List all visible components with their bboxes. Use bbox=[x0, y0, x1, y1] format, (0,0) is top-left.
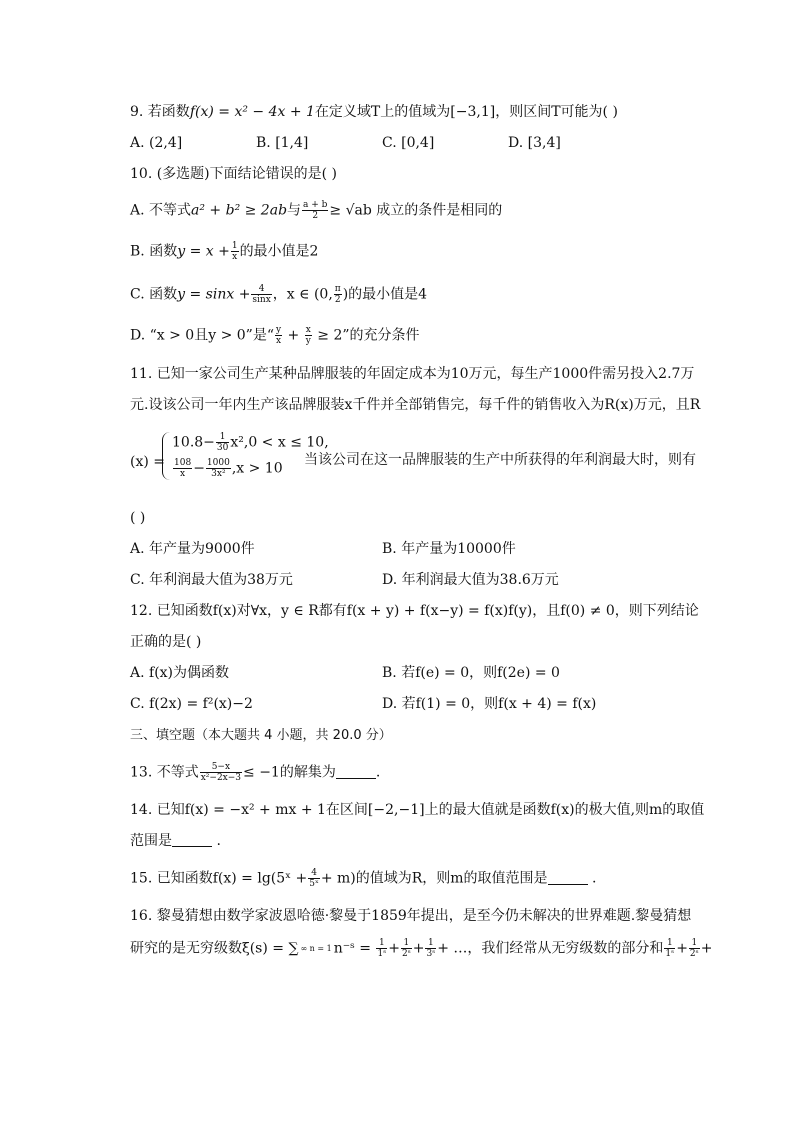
q12-stem-line1: 12. 已知函数f(x)对∀x，y ∈ R都有f(x + y) + f(x−y) = f(x)f(y)，且f(0) ≠ 0，则下列结论 bbox=[130, 603, 699, 619]
fraction: $\frac{1}{x}$ bbox=[231, 241, 238, 262]
fraction: $\frac{4}{\text{5ˣ}}$ bbox=[309, 868, 319, 889]
fraction: $\frac{1}{\text{2ˢ}}$ bbox=[401, 938, 411, 959]
q10-option-d: D. “x > 0且y > 0”是“ $\frac{y}{x}$ + $\frac{x}{y}$ ≥ 2”的充分条件 bbox=[130, 325, 420, 346]
q13-stem: 13. 不等式 $\frac{5-x}{\text{x²−2x−3}}$ ≤ −1的解集为 . bbox=[130, 762, 381, 783]
fraction: $\frac{a + b}{2}$ bbox=[303, 200, 328, 221]
q16-stem-line2: 研究的是无穷级数ξ(s) = ∑ ∞ n = 1 n⁻ˢ = $\frac{1}{\text{1ˢ}}$ + $\frac{1}{\text{2ˢ}}$ + $\frac{1}{\text{3ˢ}}$ + …，我们经常从无穷级数的部分和 $\frac{1}{\text{1ˢ}}$ + $\frac{1}{\text{2ˢ}}$ + bbox=[130, 938, 713, 959]
q11-piecewise-lhs: (x) = bbox=[130, 454, 165, 470]
q11-option-c: C. 年利润最大值为38万元 bbox=[130, 572, 293, 588]
fraction: $\frac{1}{\text{3ˢ}}$ bbox=[426, 938, 436, 959]
answer-blank[interactable] bbox=[548, 870, 588, 885]
q11-option-a: A. 年产量为9000件 bbox=[130, 541, 255, 557]
q15-stem: 15. 已知函数f(x) = lg(5ˣ + $\frac{4}{\text{5ˣ}}$ + m)的值域为R，则m的取值范围是 . bbox=[130, 868, 597, 889]
fraction: $\frac{108}{x}$ bbox=[174, 458, 192, 479]
fraction: $\frac{1}{\text{2ˢ}}$ bbox=[689, 938, 699, 959]
q14-stem-line2: 范围是 . bbox=[130, 833, 221, 849]
q11-case1: 10.8− $\frac{1}{30}$ x²,0 < x ≤ 10, bbox=[172, 432, 329, 453]
q12-option-c: C. f(2x) = f²(x)−2 bbox=[130, 696, 253, 712]
q11-stem-line2: 元.设该公司一年内生产该品牌服装x千件并全部销售完，每千件的销售收入为R(x)万元，且R bbox=[130, 397, 701, 413]
fraction: $\frac{4}{\sin x}$ bbox=[252, 284, 271, 305]
q12-stem-line2: 正确的是( ) bbox=[130, 634, 202, 650]
q11-case2: $\frac{108}{x}$ − $\frac{1000}{\text{3x²}}$ ,x > 10 bbox=[174, 458, 283, 479]
q16-stem-line1: 16. 黎曼猜想由数学家波恩哈德·黎曼于1859年提出，是至今仍未解决的世界难题.黎曼猜想 bbox=[130, 908, 692, 924]
fraction: $\frac{\pi}{2}$ bbox=[334, 284, 341, 305]
fraction: $\frac{y}{x}$ bbox=[275, 325, 282, 346]
q10-option-c: C. 函数y = sinx + $\frac{4}{\sin x}$ ，x ∈ (0, $\frac{\pi}{2}$ )的最小值是4 bbox=[130, 284, 428, 305]
q10-option-a: A. 不等式a² + b² ≥ 2ab与 $\frac{a + b}{2}$ ≥ √ab 成立的条件是相同的 bbox=[130, 200, 503, 221]
q11-stem-tail: 当该公司在这一品牌服装的生产中所获得的年利润最大时，则有 bbox=[304, 452, 696, 468]
q9-option-c: C. [0,4] bbox=[382, 135, 435, 151]
answer-blank[interactable] bbox=[336, 764, 376, 779]
q11-stem-line1: 11. 已知一家公司生产某种品牌服装的年固定成本为10万元，每生产1000件需另投入2.7万 bbox=[130, 366, 695, 382]
q12-option-b: B. 若f(e) = 0，则f(2e) = 0 bbox=[382, 665, 560, 681]
fraction: $\frac{1}{\text{1ˢ}}$ bbox=[665, 938, 675, 959]
q11-answer-paren: ( ) bbox=[130, 510, 146, 526]
q9-option-a: A. (2,4] bbox=[130, 135, 183, 151]
fraction: $\frac{1}{\text{1ˢ}}$ bbox=[377, 938, 387, 959]
fraction: $\frac{x}{y}$ bbox=[305, 325, 311, 346]
q12-option-d: D. 若f(1) = 0，则f(x + 4) = f(x) bbox=[382, 696, 597, 712]
q12-option-a: A. f(x)为偶函数 bbox=[130, 665, 230, 681]
answer-blank[interactable] bbox=[172, 832, 212, 847]
q10-option-b: B. 函数y = x + $\frac{1}{x}$ 的最小值是2 bbox=[130, 241, 319, 262]
fraction: $\frac{1000}{\text{3x²}}$ bbox=[206, 458, 230, 479]
q11-option-b: B. 年产量为10000件 bbox=[382, 541, 516, 557]
fraction: $\frac{5-x}{\text{x²−2x−3}}$ bbox=[200, 762, 242, 783]
q10-stem: 10. (多选题)下面结论错误的是( ) bbox=[130, 166, 338, 182]
q11-option-d: D. 年利润最大值为38.6万元 bbox=[382, 572, 559, 588]
sum-limits: ∞ n = 1 bbox=[300, 943, 332, 953]
q9-stem: 9. 若函数f(x) = x² − 4x + 1在定义域T上的值域为[−3,1]，则区间T可能为( ) bbox=[130, 104, 618, 120]
fraction: $\frac{1}{30}$ bbox=[216, 432, 229, 453]
q14-stem-line1: 14. 已知f(x) = −x² + mx + 1在区间[−2,−1]上的最大值就是函数f(x)的极大值,则m的取值 bbox=[130, 802, 705, 818]
section-title: 三、填空题（本大题共 4 小题，共 20.0 分） bbox=[130, 728, 392, 743]
q9-option-b: B. [1,4] bbox=[256, 135, 309, 151]
piecewise-brace bbox=[162, 432, 171, 480]
q9-option-d: D. [3,4] bbox=[508, 135, 561, 151]
